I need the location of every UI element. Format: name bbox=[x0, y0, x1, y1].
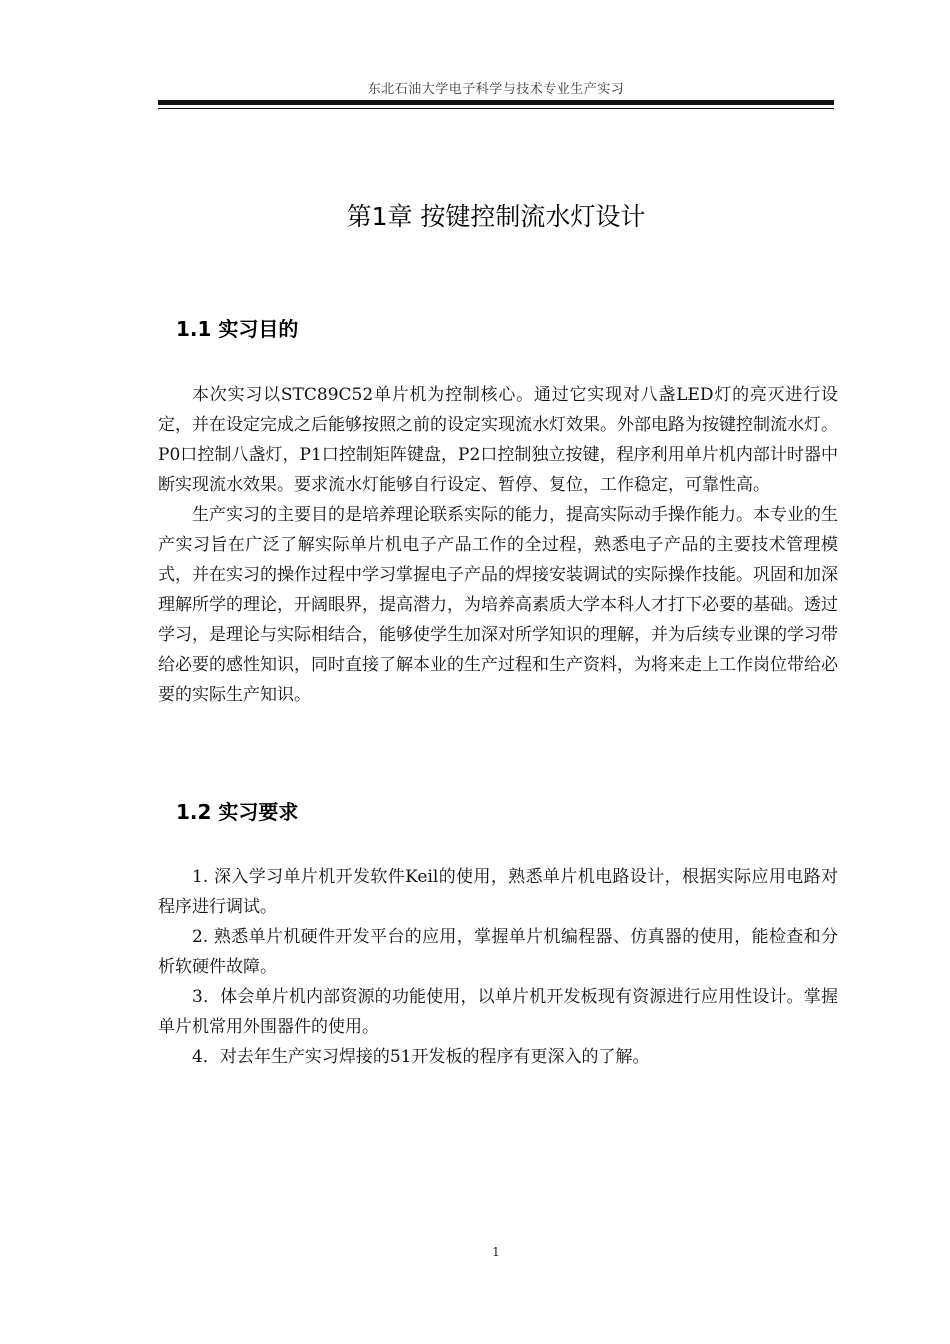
list-item: 1. 深入学习单片机开发软件Keil的使用，熟悉单片机电路设计，根据实际应用电路对程序进行调试。 bbox=[158, 867, 838, 917]
paragraph: 生产实习的主要目的是培养理论联系实际的能力，提高实际动手操作能力。本专业的生产实习旨在广泛了解实际单片机电子产品工作的全过程，熟悉电子产品的主要技术管理模式，并在实习的操作过程中学习掌握电子产品的焊接安装调试的实际操作技能。巩固和加深理解所学的理论，开阔眼界，提高潜力，为培养高素质大学本科人才打下必要的基础。透过学习，是理论与实际相结合，能够使学生加深对所学知识的理解，并为后续专业课的学习带给必要的感性知识，同时直接了解本业的生产过程和生产资料，为将来走上工作岗位带给必要的实际生产知识。 bbox=[158, 505, 838, 705]
list-item: 3．体会单片机内部资源的功能使用，以单片机开发板现有资源进行应用性设计。掌握单片机常用外围器件的使用。 bbox=[158, 987, 838, 1037]
page-number: 1 bbox=[492, 1245, 500, 1259]
section-heading-requirements: 1.2 实习要求 bbox=[176, 800, 299, 824]
header-rule-thick bbox=[158, 100, 834, 105]
header-rule-thin bbox=[158, 108, 834, 109]
paragraph: 本次实习以STC89C52单片机为控制核心。通过它实现对八盏LED灯的亮灭进行设定，并在设定完成之后能够按照之前的设定实现流水灯效果。外部电路为按键控制流水灯。P0口控制八盏灯，P1口控制矩阵键盘，P2口控制独立按键，程序利用单片机内部计时器中断实现流水效果。要求流水灯能够自行设定、暂停、复位，工作稳定，可靠性高。 bbox=[158, 385, 838, 495]
section-body-purpose bbox=[158, 380, 838, 710]
chapter-title: 第1章 按键控制流水灯设计 bbox=[346, 202, 646, 231]
list-item: 4．对去年生产实习焊接的51开发板的程序有更深入的了解。 bbox=[192, 1047, 650, 1067]
page-header-title: 东北石油大学电子科学与技术专业生产实习 bbox=[367, 82, 625, 97]
section-heading-purpose: 1.1 实习目的 bbox=[176, 317, 299, 341]
section-body-requirements bbox=[158, 862, 838, 1072]
list-item: 2. 熟悉单片机硬件开发平台的应用，掌握单片机编程器、仿真器的使用，能检查和分析软硬件故障。 bbox=[158, 927, 838, 977]
